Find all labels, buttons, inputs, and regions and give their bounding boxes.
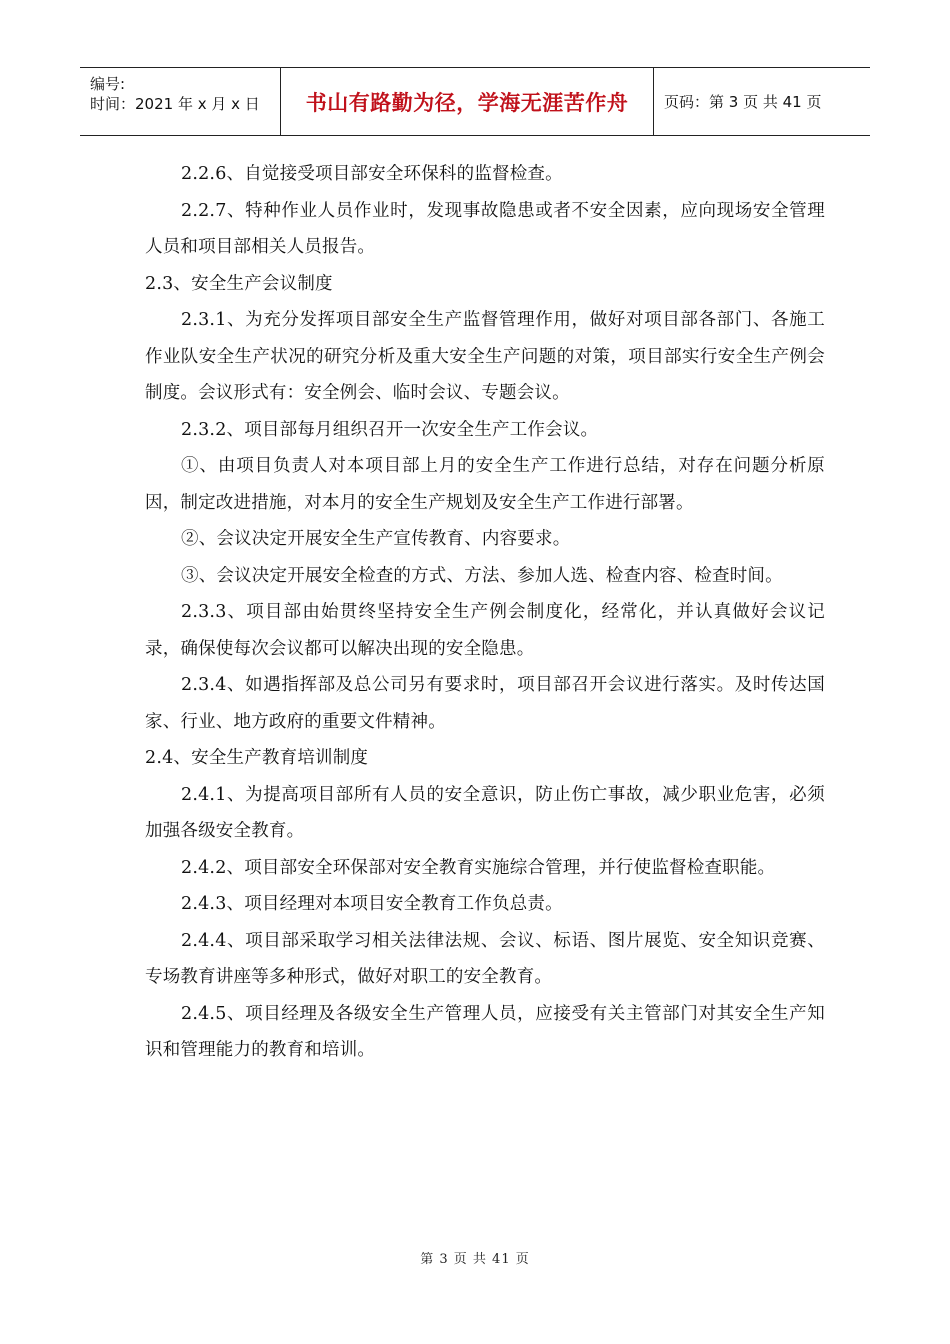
paragraph-2-3-4: 2.3.4、如遇指挥部及总公司另有要求时，项目部召开会议进行落实。及时传达国家、行业、地方政府的重要文件精神。 — [145, 675, 825, 732]
paragraph-2-4-3: 2.4.3、项目经理对本项目安全教育工作负总责。 — [181, 894, 563, 914]
paragraph-2-2-6: 2.2.6、自觉接受项目部安全环保科的监督检查。 — [181, 164, 563, 184]
header-page-label: 页码：第 3 页 共 41 页 — [664, 93, 822, 111]
paragraph-2-3-2: 2.3.2、项目部每月组织召开一次安全生产工作会议。 — [181, 419, 599, 440]
list-item-3: ③、会议决定开展安全检查的方式、方法、参加人选、检查内容、检查时间。 — [181, 565, 783, 586]
page-header — [80, 67, 870, 136]
paragraph-2-2-7: 2.2.7、特种作业人员作业时，发现事故隐患或者不安全因素，应向现场安全管理人员和项目部相关人员报告。 — [145, 200, 825, 257]
paragraph-2-4-1: 2.4.1、为提高项目部所有人员的安全意识，防止伤亡事故，减少职业危害，必须加强各级安全教育。 — [145, 784, 825, 841]
paragraph-2-4-2: 2.4.2、项目部安全环保部对安全教育实施综合管理，并行使监督检查职能。 — [181, 857, 776, 878]
document-number-label: 编号: — [90, 75, 126, 93]
paragraph-2-4-5: 2.4.5、项目经理及各级安全生产管理人员，应接受有关主管部门对其安全生产知识和管理能力的教育和培训。 — [145, 1003, 825, 1060]
paragraph-2-4-4: 2.4.4、项目部采取学习相关法律法规、会议、标语、图片展览、安全知识竞赛、专场教育讲座等多种形式，做好对职工的安全教育。 — [145, 930, 825, 987]
header-meta — [80, 68, 281, 135]
document-time-label: 时间：2021 年 x 月 x 日 — [90, 95, 260, 113]
list-item-2: ②、会议决定开展安全生产宣传教育、内容要求。 — [181, 529, 571, 549]
paragraph-2-3-3: 2.3.3、项目部由始贯终坚持安全生产例会制度化，经常化，并认真做好会议记录，确保使每次会议都可以解决出现的安全隐患。 — [145, 602, 825, 659]
section-heading-2-3: 2.3、安全生产会议制度 — [145, 273, 333, 294]
header-motto: 书山有路勤为径，学海无涯苦作舟 — [281, 68, 654, 135]
list-item-1: ①、由项目负责人对本项目部上月的安全生产工作进行总结，对存在问题分析原因，制定改进措施，对本月的安全生产规划及安全生产工作进行部署。 — [145, 456, 825, 513]
page-footer: 第 3 页 共 41 页 — [420, 1252, 530, 1267]
paragraph-2-3-1: 2.3.1、为充分发挥项目部安全生产监督管理作用，做好对项目部各部门、各施工作业队安全生产状况的研究分析及重大安全生产问题的对策，项目部实行安全生产例会制度。会议形式有：安全例会、临时会议、专题会议。 — [145, 310, 825, 403]
section-heading-2-4: 2.4、安全生产教育培训制度 — [145, 748, 369, 768]
document-body — [145, 156, 825, 1069]
